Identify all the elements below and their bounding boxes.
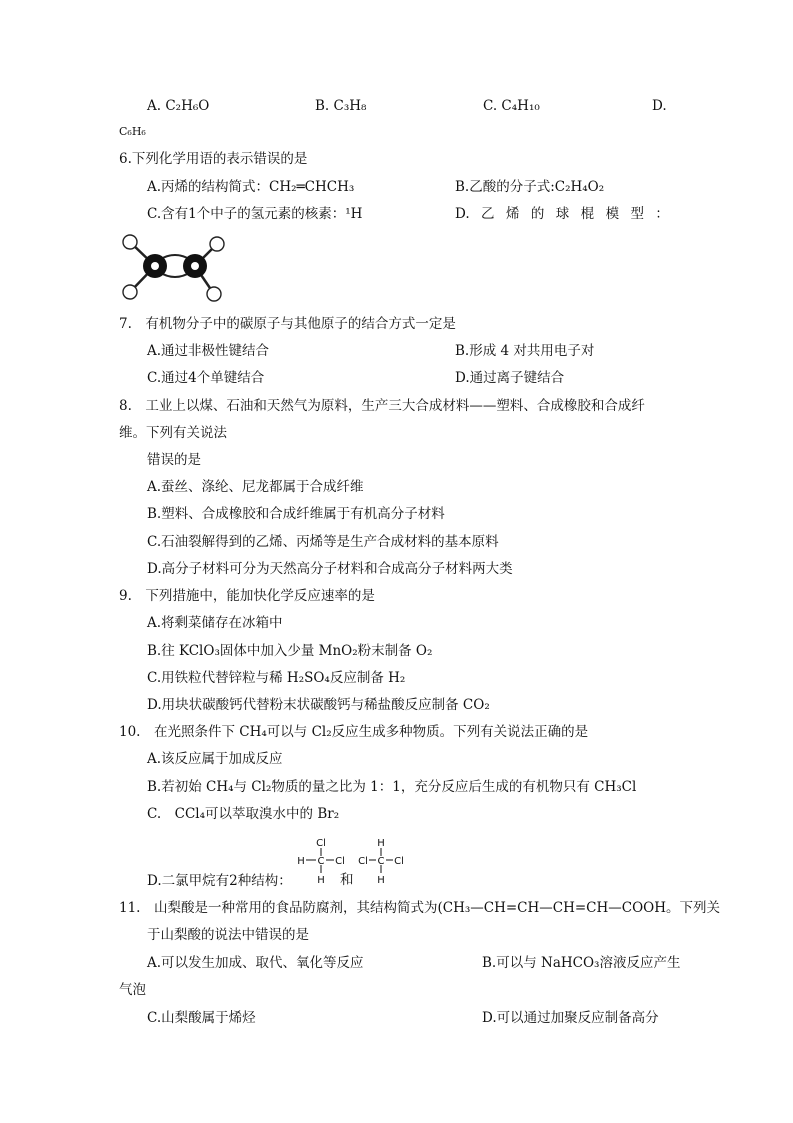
q6-option-d-char: 的	[530, 206, 545, 222]
q10-option-b: B.若初始 CH₄与 Cl₂物质的量之比为 1：1，充分反应后生成的有机物只有 CH₃Cl	[147, 779, 637, 795]
q6-option-d	[455, 204, 669, 224]
q6-option-d-char: ：	[655, 206, 669, 222]
q7-stem: 7. 有机物分子中的碳原子与其他原子的结合方式一定是	[119, 316, 456, 332]
q11-option-b: B.可以与 NaHCO₃溶液反应产生	[482, 955, 681, 971]
q8-option-b: B.塑料、合成橡胶和合成纤维属于有机高分子材料	[147, 506, 445, 522]
q11-option-c: C.山梨酸属于烯烃	[147, 1010, 256, 1026]
struct2-left-atom: Cl	[358, 856, 368, 867]
q10-option-c: C. CCl₄可以萃取溴水中的 Br₂	[147, 806, 340, 822]
q5-option-d-value: C₆H₆	[119, 125, 146, 138]
q7-option-c: C.通过4个单键结合	[147, 370, 265, 386]
q10-and-text: 和	[340, 872, 354, 888]
struct1-left-atom: H	[297, 856, 305, 867]
q6-option-d-char: D.	[455, 206, 470, 222]
struct1-top-atom: Cl	[316, 838, 326, 849]
struct2-center-atom: C	[377, 856, 385, 867]
q10-stem: 10. 在光照条件下 CH₄可以与 Cl₂反应生成多种物质。下列有关说法正确的是	[119, 724, 589, 740]
q11-option-a: A.可以发生加成、取代、氧化等反应	[147, 955, 364, 971]
q8-stem-line3: 错误的是	[147, 452, 201, 468]
ethylene-ball-stick-model	[115, 232, 230, 304]
q11-stem-line2: 于山梨酸的说法中错误的是	[147, 927, 309, 943]
q5-option-d-letter: D.	[652, 98, 667, 114]
q6-option-d-char: 球	[555, 206, 570, 222]
struct2-right-atom: Cl	[394, 856, 404, 867]
q6-option-a: A.丙烯的结构简式：CH₂═CHCH₃	[147, 179, 355, 195]
q11-option-d: D.可以通过加聚反应制备高分	[482, 1010, 659, 1026]
q6-stem: 6.下列化学用语的表示错误的是	[119, 151, 308, 167]
q9-option-b: B.往 KClO₃固体中加入少量 MnO₂粉末制备 O₂	[147, 643, 433, 659]
q10-option-a: A.该反应属于加成反应	[147, 751, 283, 767]
q6-option-d-char: 棍	[580, 206, 595, 222]
q5-option-b: B. C₃H₈	[315, 98, 367, 114]
q6-option-d-char: 模	[605, 206, 620, 222]
q8-option-c: C.石油裂解得到的乙烯、丙烯等是生产合成材料的基本原料	[147, 534, 499, 550]
struct1-bottom-atom: H	[317, 875, 325, 886]
struct2-top-atom: H	[377, 838, 385, 849]
q6-option-d-char: 烯	[505, 206, 520, 222]
q8-option-a: A.蚕丝、涤纶、尼龙都属于合成纤维	[147, 479, 364, 495]
q8-stem-line1: 8. 工业上以煤、石油和天然气为原料，生产三大合成材料——塑料、合成橡胶和合成纤	[119, 398, 645, 414]
q9-option-d: D.用块状碳酸钙代替粉末状碳酸钙与稀盐酸反应制备 CO₂	[147, 697, 490, 713]
q7-option-b: B.形成 4 对共用电子对	[455, 343, 595, 359]
struct1-center-atom: C	[317, 856, 325, 867]
dichloromethane-structure-2	[356, 836, 406, 886]
q7-option-d: D.通过离子键结合	[455, 370, 565, 386]
q9-option-a: A.将剩菜储存在冰箱中	[147, 615, 283, 631]
q8-option-d: D.高分子材料可分为天然高分子材料和合成高分子材料两大类	[147, 561, 513, 577]
q9-option-c: C.用铁粒代替锌粒与稀 H₂SO₄反应制备 H₂	[147, 670, 406, 686]
q5-option-c: C. C₄H₁₀	[483, 98, 540, 114]
q10-option-d: D.二氯甲烷有2种结构：	[147, 873, 292, 889]
q8-stem-line2: 维。下列有关说法	[119, 425, 227, 441]
q6-option-d-char: 乙	[481, 206, 495, 222]
struct2-bottom-atom: H	[377, 875, 385, 886]
q6-option-b: B.乙酸的分子式:C₂H₄O₂	[455, 179, 605, 195]
q9-stem: 9. 下列措施中，能加快化学反应速率的是	[119, 588, 375, 604]
q5-option-a: A. C₂H₆O	[147, 98, 210, 114]
q6-option-d-char: 型	[630, 206, 644, 222]
q6-option-c: C.含有1个中子的氢元素的核素：¹H	[147, 206, 363, 222]
struct1-right-atom: Cl	[335, 856, 345, 867]
q11-option-b-continued: 气泡	[119, 982, 146, 998]
q7-option-a: A.通过非极性键结合	[147, 343, 270, 359]
q11-stem-line1: 11. 山梨酸是一种常用的食品防腐剂，其结构简式为(CH₃—CH=CH—CH=CH—COOH。下列关	[119, 900, 721, 916]
dichloromethane-structure-1	[296, 836, 346, 886]
